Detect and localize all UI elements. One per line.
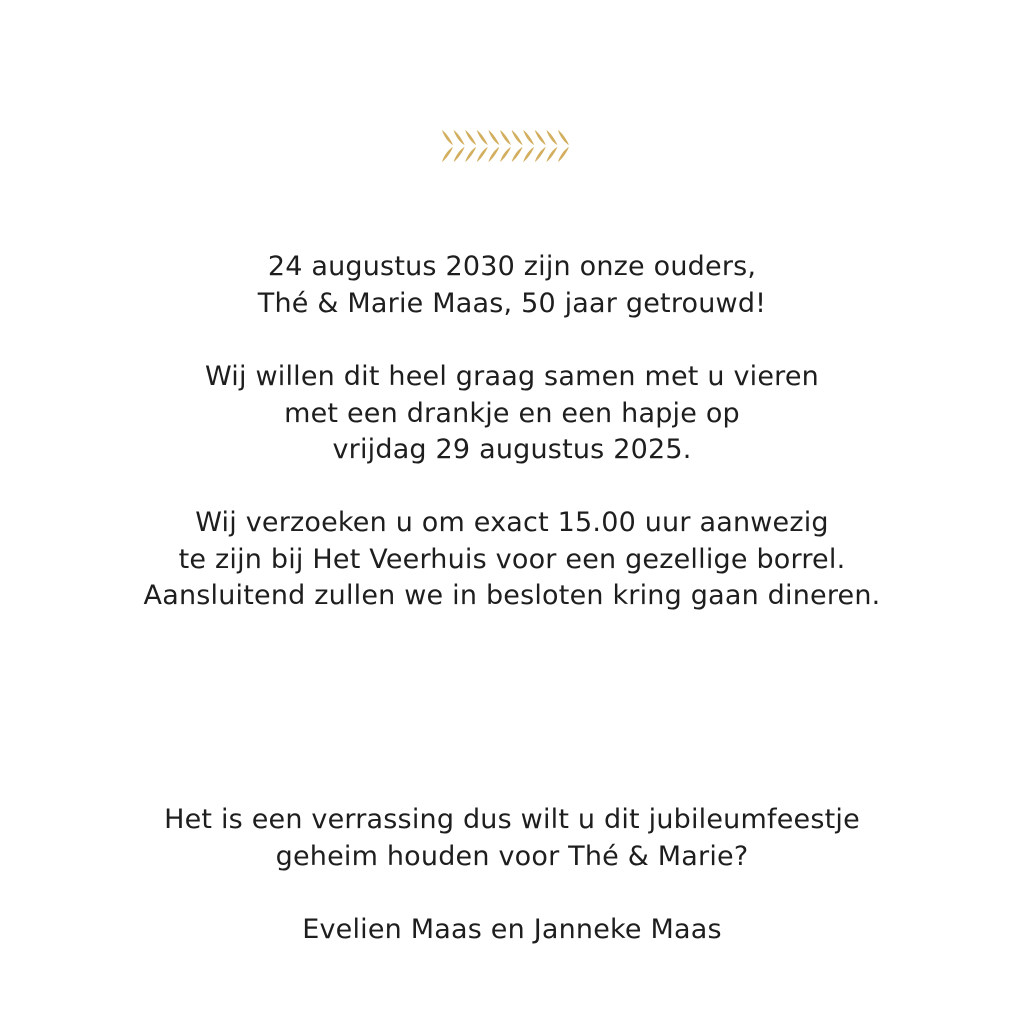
wheat-leaf-lower	[558, 147, 569, 162]
signature	[0, 912, 1024, 949]
wheat-leaf-lower	[546, 147, 557, 162]
wheat-leaf-upper	[465, 130, 476, 145]
signature-line: Evelien Maas en Janneke Maas	[302, 914, 722, 945]
text-line: geheim houden voor Thé & Marie?	[275, 840, 749, 872]
wheat-leaf-upper	[477, 130, 488, 145]
text-line: Wij willen dit heel graag samen met u vieren	[205, 361, 819, 392]
wheat-leaf-lower	[512, 147, 523, 162]
text-line: met een drankje en een hapje op	[284, 397, 740, 429]
text-line: Thé & Marie Maas, 50 jaar getrouwd!	[257, 287, 767, 319]
wheat-leaf-upper	[488, 130, 499, 145]
wheat-leaf-lower	[442, 147, 453, 162]
announcement-paragraph	[0, 249, 1024, 322]
wheat-leaf-lower	[535, 147, 546, 162]
wheat-leaf-upper	[442, 130, 453, 145]
wheat-ear-icon	[436, 126, 584, 166]
wheat-leaf-upper	[523, 130, 534, 145]
wheat-leaf-upper	[558, 130, 569, 145]
wheat-leaf-lower	[523, 147, 534, 162]
text-line: vrijdag 29 augustus 2025.	[332, 434, 692, 465]
text-line: Aansluitend zullen we in besloten kring gaan dineren.	[143, 580, 881, 611]
wheat-leaf-lower	[488, 147, 499, 162]
text-line: Het is een verrassing dus wilt u dit jubileumfeestje	[164, 804, 860, 835]
wheat-leaf-lower	[465, 147, 476, 162]
wheat-leaf-upper	[454, 130, 465, 145]
wheat-leaf-upper	[546, 130, 557, 145]
celebration-paragraph	[0, 359, 1024, 469]
surprise-paragraph	[0, 802, 1024, 875]
wheat-leaf-upper	[535, 130, 546, 145]
text-line: te zijn bij Het Veerhuis voor een gezellige borrel.	[178, 543, 846, 575]
wheat-leaf-upper	[500, 130, 511, 145]
wheat-leaf-lower	[477, 147, 488, 162]
text-line: 24 augustus 2030 zijn onze ouders,	[267, 251, 757, 282]
wheat-leaf-lower	[454, 147, 465, 162]
wheat-leaf-lower	[500, 147, 511, 162]
details-paragraph	[0, 505, 1024, 615]
text-line: Wij verzoeken u om exact 15.00 uur aanwezig	[195, 507, 829, 538]
wheat-leaf-upper	[512, 130, 523, 145]
